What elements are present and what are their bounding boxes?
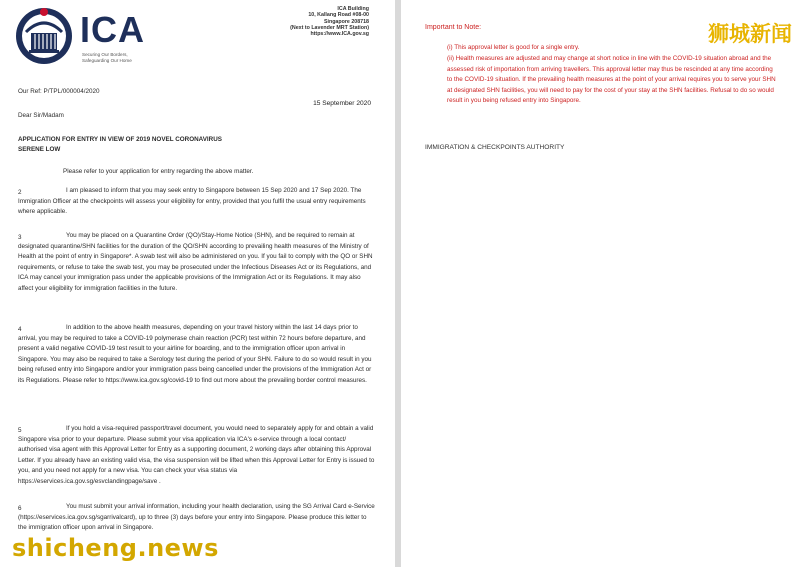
notes-heading: Important to Note: — [425, 24, 482, 31]
paragraph-6: You must submit your arrival information, including your health declaration, using the SG Arrival Card e-Service (https://eservices.ica.gov.sg/sgarrivalcard), up to three (3) days before your entry into Singapore. Please produce this letter to the immigration officer upon arrival in Singapore. — [18, 503, 375, 532]
applicant-name: SERENE LOW — [18, 146, 61, 153]
paragraph-3: You may be placed on a Quarantine Order (QO)/Stay-Home Notice (SHN), and be required to remain at designated quarantine/SHN facilities for the duration of the QO/SHN according to prevailing health measures of the Ministry of Health at the point of entry in Singapore*. A swab test will also be administered on you. If you fail to comply with the QO or SHN requirements, or refuse to take the swab test, you may be prosecuted under the Infectious Diseases Act or its Regulations, and ICA may cancel your immigration pass under the applicable provisions of the Immigration Act or its Regulations. It may also affect your eligibility for immigration facilities in the future. — [18, 232, 373, 292]
watermark-chinese: 狮城新闻 — [708, 22, 792, 46]
paragraph-2: I am pleased to inform that you may seek entry to Singapore between 15 Sep 2020 and 17 Sep 2020. The Immigration Officer at the checkpoints will assess your eligibility for entry, provided that you fulfil the usual entry requirements where applicable. — [18, 187, 366, 216]
ica-logo-text: ICA — [80, 9, 145, 50]
intro-paragraph: Please refer to your application for entry regarding the above matter. — [63, 168, 254, 175]
subject-line: APPLICATION FOR ENTRY IN VIEW OF 2019 NOVEL CORONAVIRUS — [18, 136, 222, 143]
paragraph-number: 4 — [18, 326, 22, 333]
salutation: Dear Sir/Madam — [18, 112, 64, 119]
ica-crest-icon — [14, 6, 74, 66]
paragraph-5: If you hold a visa-required passport/travel document, you would need to separately apply for and obtain a valid Singapore visa prior to your departure. Please submit your visa application via ICA's e-service through a local contact/ authorised visa agent with this Approval Letter for Entry as a supporting document, 2 working days after obtaining this Approval Letter. If you already have an existing valid visa, the visa suspension will be lifted when this Approval Letter for Entry is issued to you, and you need not apply for a new visa. You can check your visa status via https://eservices.ica.gov.sg/esvclandingpage/save . — [18, 425, 375, 485]
watermark-site: shicheng.news — [12, 534, 219, 562]
ica-tagline: Securing Our Borders, Safeguarding Our Home — [82, 52, 132, 63]
note-item: (i) This approval letter is good for a single entry. — [447, 44, 580, 51]
paragraph-number: 6 — [18, 505, 22, 512]
paragraph-number: 3 — [18, 234, 22, 241]
letter-date: 15 September 2020 — [313, 100, 371, 107]
issuing-authority: IMMIGRATION & CHECKPOINTS AUTHORITY — [425, 144, 565, 151]
letter-page-1 — [0, 0, 395, 567]
letter-page-2 — [401, 0, 800, 567]
reference-number: Our Ref: P/TPL/000004/2020 — [18, 88, 100, 95]
paragraph-4: In addition to the above health measures, depending on your travel history within the last 14 days prior to arrival, you may be required to take a COVID-19 polymerase chain reaction (PCR) test within 72 hours before departure, and present a valid negative COVID-19 test result to your airline for boarding, and to the immigration officer upon arrival in Singapore. You may also be required to take a Serology test during the period of your SHN. Failure to do so would result in you being refused entry into Singapore and/or your immigration pass being cancelled under the provisions of the Immigration Act or its Regulations. Please refer to https://www.ica.gov.sg/covid-19 to find out more about the prevailing border control measures. — [18, 324, 372, 384]
ica-address-block: ICA Building 10, Kallang Road #08-00 Singapore 208718 (Next to Lavender MRT Station) https://www.ICA.gov.sg — [290, 6, 369, 38]
note-item: (ii) Health measures are adjusted and may change at short notice in line with the COVID-19 situation abroad and the assessed risk of importation from arriving travellers. This approval letter may thus be rescinded at any time according to the COVID-19 situation. If the prevailing health measures at the point of your arrival requires you to serve your SHN at designated SHN facilities, you will need to pay for the cost of your stay at the SHN facilities. Refusal to do so would result in you being refused entry into Singapore. — [447, 55, 776, 105]
paragraph-number: 5 — [18, 427, 22, 434]
paragraph-number: 2 — [18, 189, 22, 196]
